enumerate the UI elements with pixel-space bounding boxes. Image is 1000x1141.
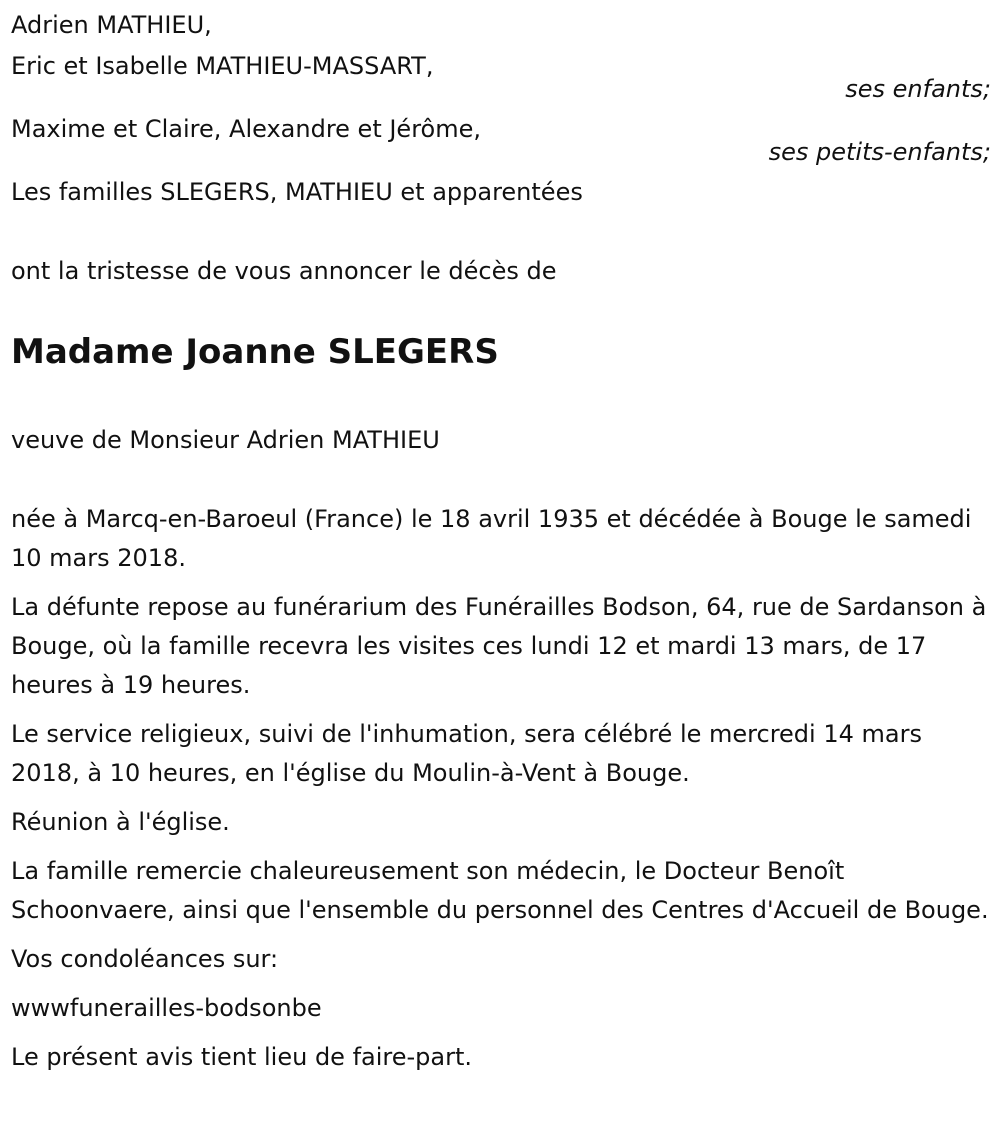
condolences-website: wwwfunerailles-bodsonbe: [11, 994, 322, 1022]
role-grandchildren: ses petits-enfants;: [768, 138, 991, 166]
deceased-name: Madame Joanne SLEGERS: [11, 332, 499, 372]
role-children: ses enfants;: [845, 75, 991, 103]
family-line-3: Maxime et Claire, Alexandre et Jérôme,: [11, 115, 481, 143]
birth-death-paragraph: née à Marcq-en-Baroeul (France) le 18 avril 1935 et décédée à Bouge le samedi 10 mars 2018.: [11, 505, 972, 572]
thanks-paragraph: La famille remercie chaleureusement son médecin, le Docteur Benoît Schoonvaere, ainsi que l'ensemble du personnel des Centres d'Accueil de Bouge.: [11, 857, 989, 924]
service-paragraph: Le service religieux, suivi de l'inhumation, sera célébré le mercredi 14 mars 2018, à 10 heures, en l'église du Moulin-à-Vent à Bouge.: [11, 720, 922, 787]
reunion-paragraph: Réunion à l'église.: [11, 808, 230, 836]
family-line-4: Les familles SLEGERS, MATHIEU et apparentées: [11, 178, 583, 206]
obituary-details: [11, 500, 991, 1077]
widow-of-text: veuve de Monsieur Adrien MATHIEU: [11, 426, 440, 454]
condolences-label: Vos condoléances sur:: [11, 945, 279, 973]
family-line-1: Adrien MATHIEU,: [11, 11, 212, 39]
closing-note: Le présent avis tient lieu de faire-part.: [11, 1043, 473, 1071]
funerarium-paragraph: La défunte repose au funérarium des Funérailles Bodson, 64, rue de Sardanson à Bouge, où la famille recevra les visites ces lundi 12 et mardi 13 mars, de 17 heures à 19 heures.: [11, 593, 987, 699]
family-line-2: Eric et Isabelle MATHIEU-MASSART,: [11, 52, 434, 80]
announcement-text: ont la tristesse de vous annoncer le décès de: [11, 257, 557, 285]
